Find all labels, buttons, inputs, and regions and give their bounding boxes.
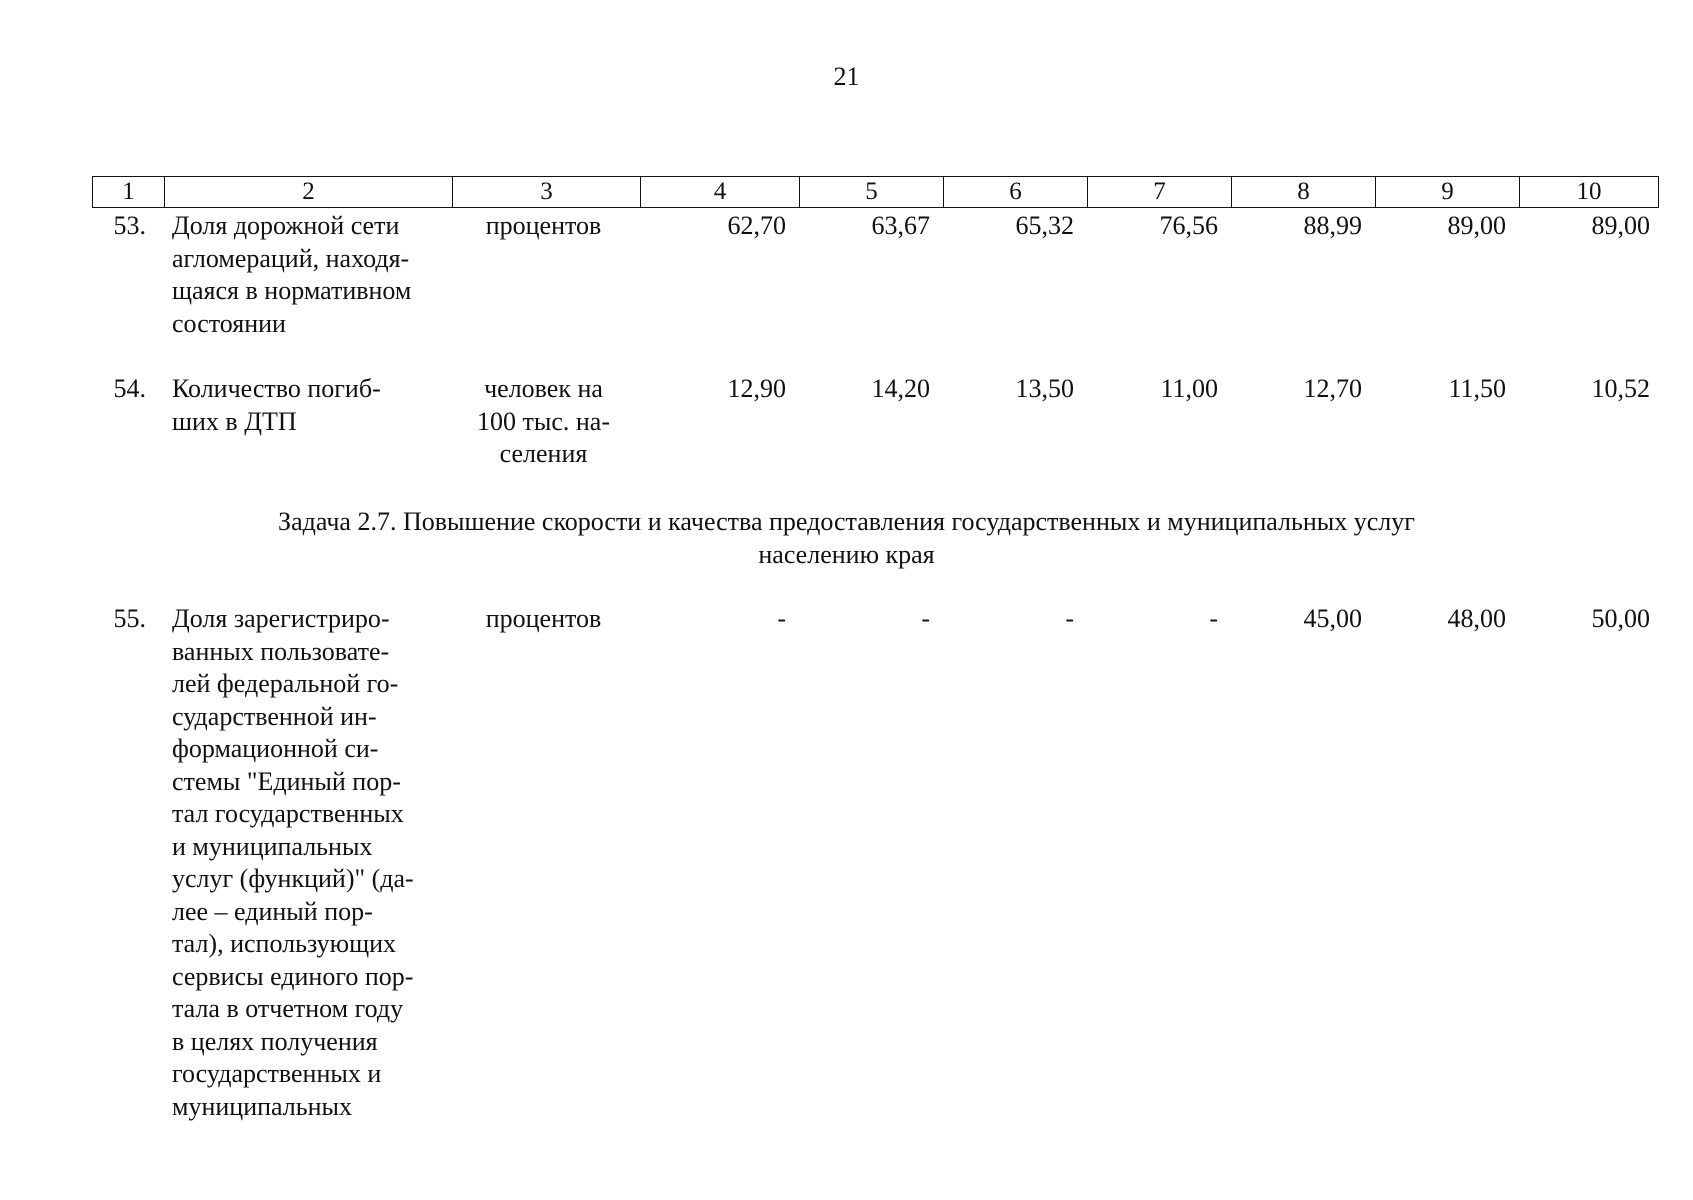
value-col-7: 11,00: [1160, 374, 1218, 403]
header-col-8: 8: [1232, 177, 1376, 208]
header-col-1: 1: [93, 177, 165, 208]
header-col-9: 9: [1376, 177, 1520, 208]
value-col-4: 62,70: [727, 211, 786, 240]
value-col-4: -: [777, 604, 786, 633]
value-col-8: 45,00: [1303, 604, 1362, 633]
value-col-7: 76,56: [1159, 211, 1218, 240]
value-col-6: 65,32: [1015, 211, 1074, 240]
value-col-5: 14,20: [871, 374, 930, 403]
value-col-10: 50,00: [1591, 604, 1650, 633]
task-heading-line-2: населению края: [758, 540, 935, 569]
row-number: 54.: [113, 374, 146, 403]
header-col-6: 6: [944, 177, 1088, 208]
indicator-name: Доля дорожной сети агломераций, находя- щаяся в нормативном состоянии: [172, 211, 412, 338]
value-col-9: 89,00: [1447, 211, 1506, 240]
header-col-2: 2: [165, 177, 453, 208]
value-col-7: -: [1209, 604, 1218, 633]
value-col-6: 13,50: [1015, 374, 1074, 403]
unit: человек на 100 тыс. на- селения: [477, 374, 610, 468]
row-number: 55.: [113, 604, 146, 633]
row-number: 53.: [113, 211, 146, 240]
value-col-10: 10,52: [1591, 374, 1650, 403]
header-col-10: 10: [1520, 177, 1659, 208]
header-col-3: 3: [453, 177, 641, 208]
value-col-10: 89,00: [1591, 211, 1650, 240]
value-col-9: 48,00: [1447, 604, 1506, 633]
value-col-8: 12,70: [1303, 374, 1362, 403]
value-col-5: 63,67: [871, 211, 930, 240]
header-col-4: 4: [641, 177, 800, 208]
header-col-5: 5: [800, 177, 944, 208]
indicator-name: Количество погиб- ших в ДТП: [172, 374, 381, 436]
value-col-9: 11,50: [1448, 374, 1506, 403]
header-col-7: 7: [1088, 177, 1232, 208]
column-number-header: [92, 176, 1659, 208]
unit: процентов: [485, 211, 602, 240]
value-col-8: 88,99: [1303, 211, 1362, 240]
indicator-name: Доля зарегистриро- ванных пользовате- лей федеральной го- сударственной ин- формационной си- стемы "Единый пор- тал государственных и муниципальных услуг (функций)" (да- лее – единый пор- тал), использующих сервисы единого пор- тала в отчетном году в целях получения государственных и муниципальных: [172, 604, 414, 1121]
page-number: 21: [833, 62, 860, 91]
unit: процентов: [485, 604, 602, 633]
task-heading-line-1: Задача 2.7. Повышение скорости и качества предоставления государственных и муниципальных услуг: [278, 507, 1415, 536]
task-heading: [0, 505, 1693, 571]
value-col-6: -: [1065, 604, 1074, 633]
value-col-5: -: [921, 604, 930, 633]
value-col-4: 12,90: [727, 374, 786, 403]
